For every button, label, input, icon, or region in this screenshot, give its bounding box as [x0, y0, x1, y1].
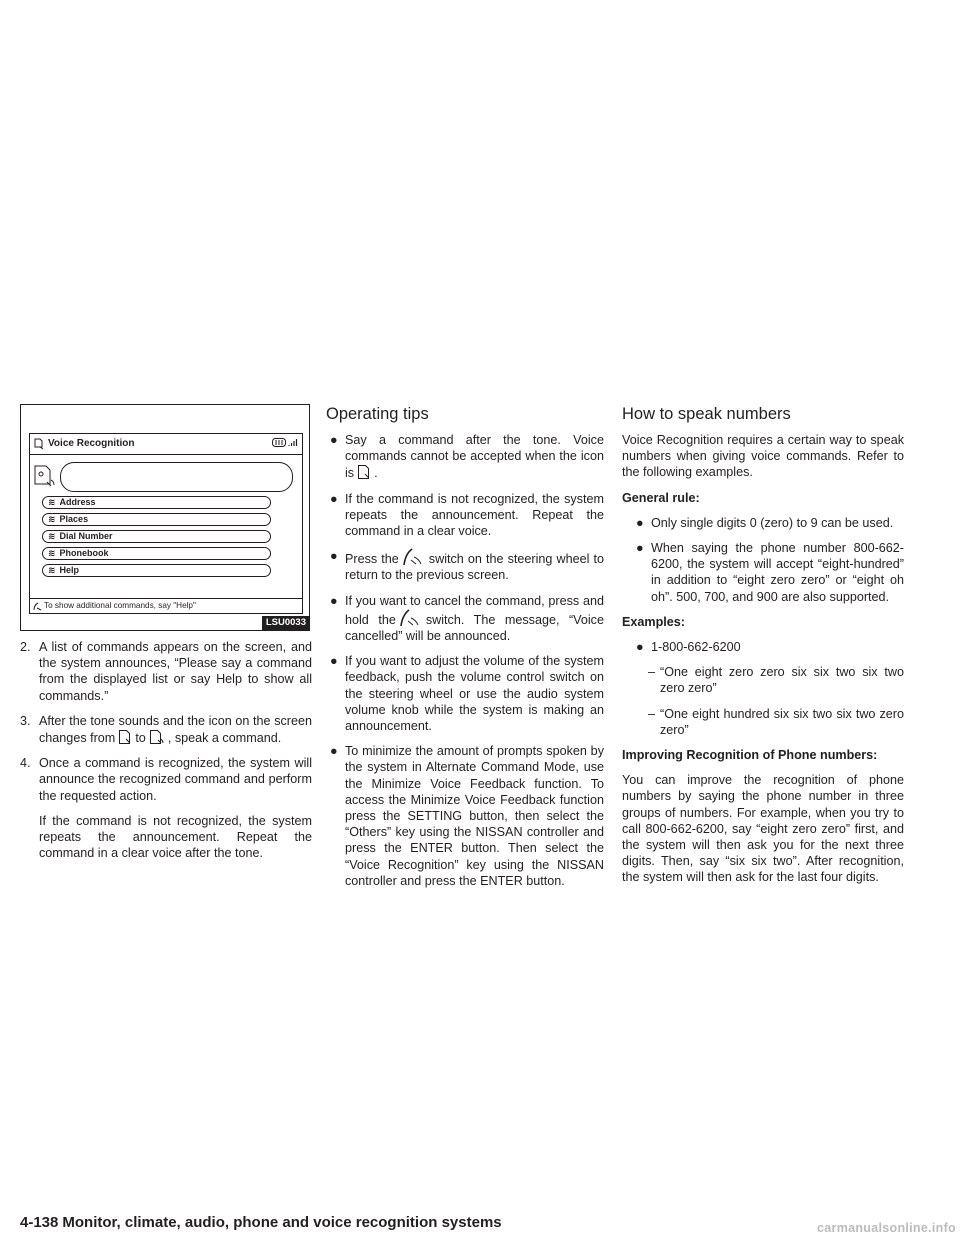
section-title: Monitor, climate, audio, phone and voice recognition systems: [62, 1214, 502, 1231]
tip-5: ● If you want to adjust the volume of the system feedback, push the volume control switch on the steering wheel or use the audio system volume knob while the system is making an announcement.: [330, 654, 604, 734]
column-right: [622, 404, 904, 895]
speech-icon: ≋: [48, 497, 56, 507]
command-help[interactable]: ≋ Help: [42, 564, 271, 577]
improving-label: Improving Recognition of Phone numbers:: [622, 748, 878, 763]
speech-icon: ≋: [48, 548, 56, 558]
status-icons: [272, 438, 298, 447]
step-3: 3. After the tone sounds and the icon on the screen changes from to , speak a command.: [20, 713, 312, 746]
screen-title: Voice Recognition: [48, 438, 135, 449]
talk-switch-icon: [399, 609, 423, 627]
speech-icon: ≋: [48, 531, 56, 541]
tip-4: ● If you want to cancel the command, press and hold the switch. The message, “Voice cancelled” will be announced.: [330, 593, 604, 644]
improving-text: You can improve the recognition of phone numbers by saying the phone number in three groups of numbers. For example, when you try to call 800-662-6200, say “eight zero zero” first, and the system will then ask you for the next three digits. Then, say “six six two”. After recognition, the system will then ask for the last four digits.: [622, 773, 904, 885]
command-phonebook[interactable]: ≋ Phonebook: [42, 547, 271, 560]
talk-switch-icon: [33, 602, 42, 611]
page-footer: [20, 1214, 502, 1232]
voice-listening-icon: [149, 729, 165, 745]
speech-icon: ≋: [48, 565, 56, 575]
phone-status-icon: [272, 438, 286, 447]
page-number: 4-138: [20, 1214, 59, 1231]
tip-6: ● To minimize the amount of prompts spoken by the system in Alternate Command Mode, use the Minimize Voice Feedback function. To access the Minimize Voice Feedback function press the SETTING button, then select the “Others” key using the NISSAN controller and press the ENTER button. Then select the “Voice Recognition” key using the NISSAN controller and press the ENTER button.: [330, 744, 604, 888]
tip-2: ● If the command is not recognized, the system repeats the announcement. Repeat the command in a clear voice.: [330, 491, 604, 539]
general-rule-2: ● When saying the phone number 800-662-6200, the system will accept “eight-hundred” in addition to “eight zero zero” or “eight oh oh”. 500, 700, and 900 are also supported.: [636, 541, 904, 604]
example-1-way-1: – “One eight zero zero six six two six two zero zero”: [648, 665, 904, 696]
general-rule-1: ● Only single digits 0 (zero) to 9 can be used.: [636, 515, 894, 530]
numbers-intro: Voice Recognition requires a certain way to speak numbers when giving voice commands. Refer to the following examples.: [622, 433, 904, 480]
screen-illustration: [29, 433, 303, 614]
voice-idle-icon: [357, 464, 371, 480]
step-4: 4. Once a command is recognized, the system will announce the recognized command and perform the requested action. If the command is not recognized, the system repeats the announcement. Repeat the command in a clear voice after the tone.: [20, 756, 312, 861]
voice-input-display: [60, 462, 293, 492]
tip-1: ● Say a command after the tone. Voice commands cannot be accepted when the icon is .: [330, 433, 604, 481]
heading-operating-tips: Operating tips: [326, 405, 429, 423]
step-4-note: If the command is not recognized, the system repeats the announcement. Repeat the command in a clear voice after the tone.: [39, 813, 312, 861]
example-1: ● 1-800-662-6200: [636, 640, 741, 655]
voice-recognition-figure: [20, 404, 310, 631]
figure-code: LSU0033: [262, 616, 309, 630]
screen-hint: To show additional commands, say "Help": [30, 598, 302, 613]
talk-switch-icon: [402, 548, 426, 566]
step-2: 2. A list of commands appears on the screen, and the system announces, “Please say a command from the displayed list or say Help to show all commands.”: [20, 640, 312, 703]
tip-3: ● Press the switch on the steering wheel to return to the previous screen.: [330, 549, 604, 583]
voice-idle-icon: [118, 729, 132, 745]
signal-strength-icon: [288, 438, 298, 447]
column-middle: [326, 404, 604, 898]
watermark: carmanualsonline.info: [817, 1220, 956, 1235]
examples-label: Examples:: [622, 614, 685, 629]
command-dial-number[interactable]: ≋ Dial Number: [42, 530, 271, 543]
microphone-listening-icon: [33, 464, 59, 490]
voice-recognition-icon: [33, 438, 45, 450]
speech-icon: ≋: [48, 514, 56, 524]
command-places[interactable]: ≋ Places: [42, 513, 271, 526]
heading-how-to-speak-numbers: How to speak numbers: [622, 405, 791, 423]
command-address[interactable]: ≋ Address: [42, 496, 271, 509]
example-1-way-2: – “One eight hundred six six two six two zero zero”: [648, 706, 904, 737]
general-rule-label: General rule:: [622, 490, 700, 505]
column-left: [20, 404, 312, 870]
